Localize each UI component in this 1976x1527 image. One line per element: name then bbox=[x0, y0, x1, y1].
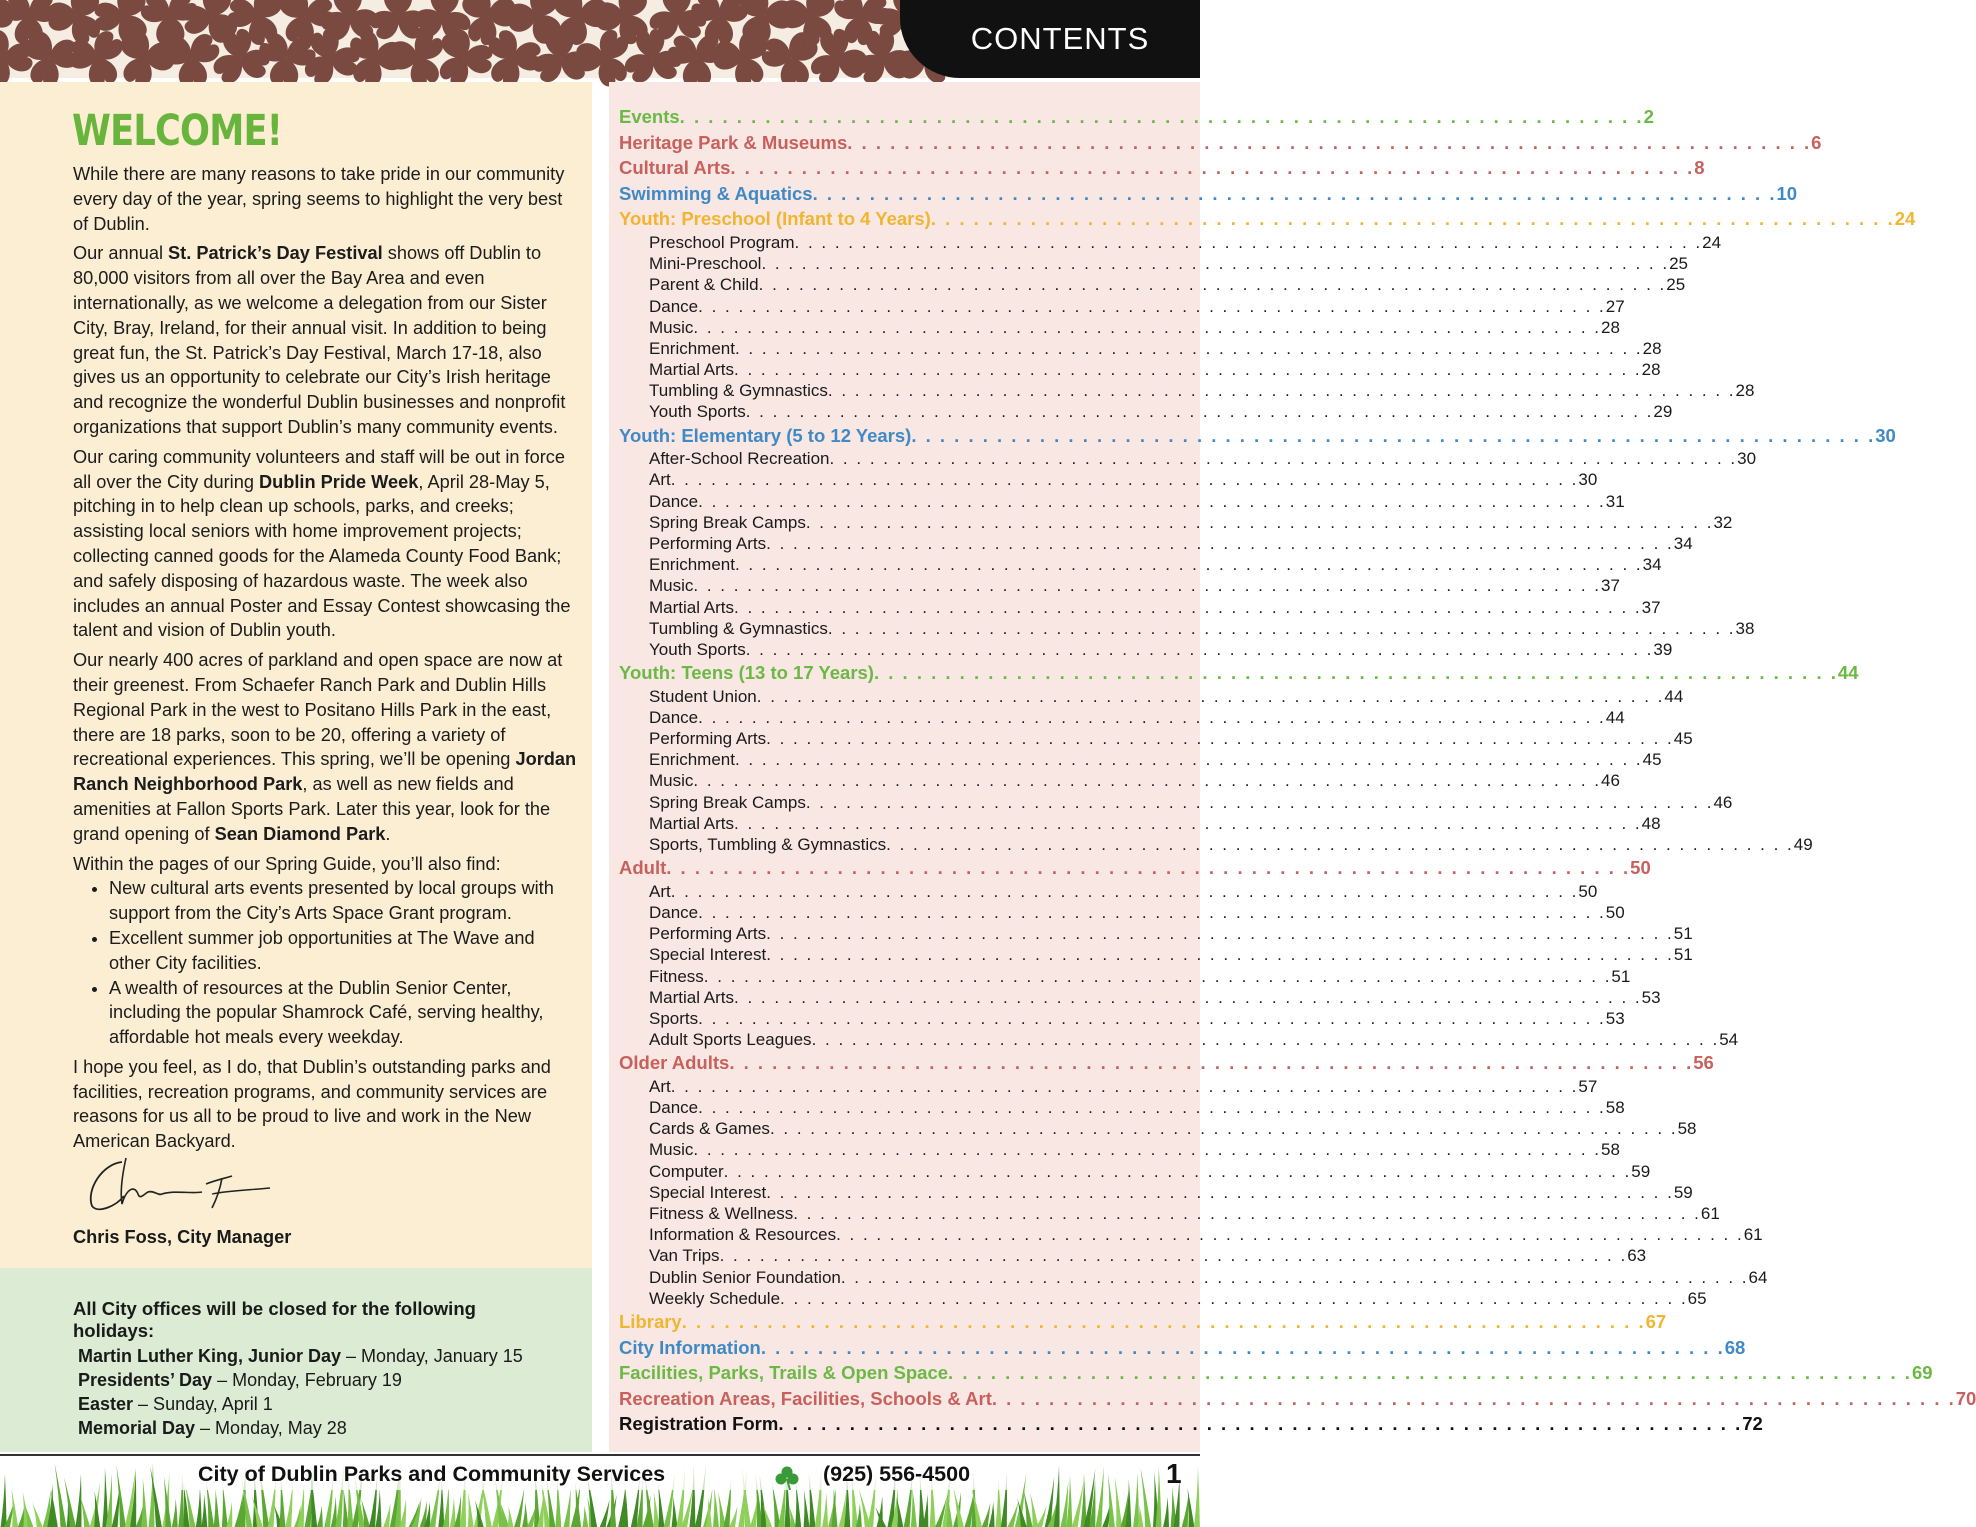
toc-page-number: 44 bbox=[1664, 686, 1684, 706]
toc-entry bbox=[619, 944, 1693, 965]
toc-label: Art bbox=[649, 470, 671, 490]
toc-entry bbox=[619, 923, 1693, 944]
toc-page-number: 28 bbox=[1641, 360, 1661, 380]
paragraph-pride-week: Our caring community volunteers and staff will be out in force all over the City during Dublin Pride Week, April 28-May 5, pitching in to help clean up schools, parks, and creeks; assisting local seniors with home improvement projects; collecting canned goods for the Alameda County Food Bank; and safely disposing of hazardous waste. The week also includes an annual Poster and Essay Contest showcasing the talent and vision of Dublin youth. bbox=[73, 446, 571, 641]
toc-page-number: 2 bbox=[1643, 106, 1654, 127]
paragraph-closing: I hope you feel, as I do, that Dublin’s outstanding parks and facilities, recreation programs, and community services are reasons for us all to be proud to live and work in the New American Backyard. bbox=[73, 1056, 551, 1152]
toc-leader: . . . . . . . . . . . . . . . . . . . . . . . . . . . . . . . . . . . . . . . . . . . . . . . . . . . . . . . . . . . . . . . . . . . . bbox=[829, 449, 1738, 469]
toc-leader: . . . . . . . . . . . . . . . . . . . . . . . . . . . . . . . . . . . . . . . . . . . . . . . . . . . . . . . . . . . . . . . . . . . . bbox=[805, 792, 1714, 812]
toc-leader: . . . . . . . . . . . . . . . . . . . . . . . . . . . . . . . . . . . . . . . . . . . . . . . . . . . . . . . . . . . . . . . . . . . . bbox=[679, 106, 1644, 127]
toc-label: Dance bbox=[649, 1098, 699, 1118]
toc-section bbox=[619, 1411, 1763, 1437]
toc-leader: . . . . . . . . . . . . . . . . . . . . . . . . . . . . . . . . . . . . . . . . . . . . . . . . . . . . . . . . . . . . . . . . . . . . bbox=[766, 729, 1674, 749]
toc-label: Tumbling & Gymnastics bbox=[649, 618, 828, 638]
toc-leader: . . . . . . . . . . . . . . . . . . . . . . . . . . . . . . . . . . . . . . . . . . . . . . . . . . . . . . . . . . . . . . . . . . . . bbox=[780, 1288, 1688, 1308]
toc-page-number: 31 bbox=[1605, 491, 1625, 511]
toc-leader: . . . . . . . . . . . . . . . . . . . . . . . . . . . . . . . . . . . . . . . . . . . . . . . . . . . . . . . . . . . . . . . . . . . . bbox=[666, 857, 1631, 879]
toc-page-number: 58 bbox=[1605, 1098, 1625, 1118]
toc-entry bbox=[619, 1076, 1598, 1097]
toc-leader: . . . . . . . . . . . . . . . . . . . . . . . . . . . . . . . . . . . . . . . . . . . . . . . . . . . . . . . . . . . . . . . . . . . . bbox=[734, 987, 1642, 1007]
toc-leader: . . . . . . . . . . . . . . . . . . . . . . . . . . . . . . . . . . . . . . . . . . . . . . . . . . . . . . . . . . . . . . . . . . . . bbox=[723, 1161, 1632, 1181]
toc-page-number: 68 bbox=[1724, 1336, 1746, 1358]
contents-label: CONTENTS bbox=[970, 21, 1150, 56]
toc-leader: . . . . . . . . . . . . . . . . . . . . . . . . . . . . . . . . . . . . . . . . . . . . . . . . . . . . . . . . . . . . . . . . . . . . bbox=[811, 1030, 1720, 1050]
toc-page-number: 59 bbox=[1673, 1182, 1693, 1202]
toc-label: Parent & Child bbox=[649, 275, 759, 295]
toc-leader: . . . . . . . . . . . . . . . . . . . . . . . . . . . . . . . . . . . . . . . . . . . . . . . . . . . . . . . . . . . . . . . . . . . . bbox=[734, 813, 1642, 833]
toc-page-number: 24 bbox=[1702, 232, 1722, 252]
toc-entry bbox=[619, 1182, 1693, 1203]
toc-leader: . . . . . . . . . . . . . . . . . . . . . . . . . . . . . . . . . . . . . . . . . . . . . . . . . . . . . . . . . . . . . . . . . . . . bbox=[698, 1008, 1606, 1028]
holiday-item: Memorial Day – Monday, May 28 bbox=[78, 1418, 347, 1438]
toc-entry bbox=[619, 1139, 1620, 1160]
footer-phone: (925) 556-4500 bbox=[823, 1462, 971, 1486]
toc-page-number: 64 bbox=[1748, 1267, 1768, 1287]
toc-page-number: 65 bbox=[1687, 1288, 1707, 1308]
toc-page-number: 25 bbox=[1666, 275, 1686, 295]
toc-label: Performing Arts bbox=[649, 924, 767, 944]
toc-entry bbox=[619, 707, 1625, 728]
toc-section bbox=[619, 206, 1916, 232]
toc-entry bbox=[619, 1008, 1625, 1029]
toc-page-number: 27 bbox=[1605, 296, 1625, 316]
toc-page-number: 37 bbox=[1641, 597, 1661, 617]
toc-leader: . . . . . . . . . . . . . . . . . . . . . . . . . . . . . . . . . . . . . . . . . . . . . . . . . . . . . . . . . . . . . . . . . . . . bbox=[847, 131, 1812, 153]
toc-page-number: 54 bbox=[1719, 1030, 1739, 1050]
toc-label: Sports bbox=[649, 1008, 699, 1028]
toc-entry bbox=[619, 728, 1693, 749]
toc-label: Adult bbox=[619, 857, 667, 879]
toc-page-number: 44 bbox=[1837, 662, 1859, 684]
toc-label: Recreation Areas, Facilities, Schools & Art bbox=[619, 1387, 992, 1409]
toc-leader: . . . . . . . . . . . . . . . . . . . . . . . . . . . . . . . . . . . . . . . . . . . . . . . . . . . . . . . . . . . . . . . . . . . . bbox=[734, 750, 1643, 770]
holiday-item: Presidents’ Day – Monday, February 19 bbox=[78, 1370, 402, 1390]
toc-entry bbox=[619, 296, 1625, 317]
toc-leader: . . . . . . . . . . . . . . . . . . . . . . . . . . . . . . . . . . . . . . . . . . . . . . . . . . . . . . . . . . . . . . . . . . . . bbox=[766, 924, 1674, 944]
toc-page-number: 51 bbox=[1673, 924, 1693, 944]
toc-label: Fitness & Wellness bbox=[649, 1204, 794, 1224]
toc-leader: . . . . . . . . . . . . . . . . . . . . . . . . . . . . . . . . . . . . . . . . . . . . . . . . . . . . . . . . . . . . . . . . . . . . bbox=[734, 597, 1642, 617]
toc-section bbox=[619, 855, 1651, 881]
toc-leader: . . . . . . . . . . . . . . . . . . . . . . . . . . . . . . . . . . . . . . . . . . . . . . . . . . . . . . . . . . . . . . . . . . . . bbox=[703, 966, 1612, 986]
toc-leader: . . . . . . . . . . . . . . . . . . . . . . . . . . . . . . . . . . . . . . . . . . . . . . . . . . . . . . . . . . . . . . . . . . . . bbox=[719, 1246, 1628, 1266]
toc-entry bbox=[619, 1203, 1720, 1224]
toc-leader: . . . . . . . . . . . . . . . . . . . . . . . . . . . . . . . . . . . . . . . . . . . . . . . . . . . . . . . . . . . . . . . . . . . . bbox=[734, 555, 1643, 575]
toc-leader: . . . . . . . . . . . . . . . . . . . . . . . . . . . . . . . . . . . . . . . . . . . . . . . . . . . . . . . . . . . . . . . . . . . . bbox=[930, 208, 1895, 230]
toc-entry bbox=[619, 834, 1813, 855]
toc-label: Tumbling & Gymnastics bbox=[649, 381, 828, 401]
toc-page-number: 28 bbox=[1601, 317, 1620, 337]
toc-label: Art bbox=[649, 1076, 671, 1096]
toc-leader: . . . . . . . . . . . . . . . . . . . . . . . . . . . . . . . . . . . . . . . . . . . . . . . . . . . . . . . . . . . . . . . . . . . . bbox=[670, 1076, 1579, 1096]
toc-page-number: 25 bbox=[1669, 254, 1688, 274]
toc-entry bbox=[619, 554, 1662, 575]
toc-page-number: 8 bbox=[1694, 157, 1705, 179]
toc-entry bbox=[619, 618, 1755, 639]
toc-entry bbox=[619, 232, 1722, 253]
shamrock-icon bbox=[774, 1465, 800, 1491]
contents-tab bbox=[900, 0, 1200, 78]
toc-leader: . . . . . . . . . . . . . . . . . . . . . . . . . . . . . . . . . . . . . . . . . . . . . . . . . . . . . . . . . . . . . . . . . . . . bbox=[693, 576, 1602, 596]
toc-label: Adult Sports Leagues bbox=[649, 1030, 812, 1050]
toc-page-number: 30 bbox=[1578, 470, 1598, 490]
toc-page-number: 50 bbox=[1630, 857, 1651, 879]
toc-entry bbox=[619, 749, 1662, 770]
toc-label: Computer bbox=[649, 1161, 724, 1181]
toc-label: Music bbox=[649, 771, 694, 791]
toc-page-number: 30 bbox=[1737, 449, 1757, 469]
toc-leader: . . . . . . . . . . . . . . . . . . . . . . . . . . . . . . . . . . . . . . . . . . . . . . . . . . . . . . . . . . . . . . . . . . . . bbox=[745, 402, 1654, 422]
toc-page-number: 58 bbox=[1601, 1140, 1620, 1160]
toc-entry bbox=[619, 533, 1693, 554]
toc-page-number: 48 bbox=[1641, 813, 1661, 833]
toc-page-number: 67 bbox=[1645, 1310, 1667, 1332]
toc-label: Martial Arts bbox=[649, 597, 735, 617]
toc-section bbox=[619, 155, 1705, 181]
toc-page-number: 58 bbox=[1677, 1119, 1697, 1139]
toc-leader: . . . . . . . . . . . . . . . . . . . . . . . . . . . . . . . . . . . . . . . . . . . . . . . . . . . . . . . . . . . . . . . . . . . . bbox=[729, 1052, 1694, 1074]
toc-leader: . . . . . . . . . . . . . . . . . . . . . . . . . . . . . . . . . . . . . . . . . . . . . . . . . . . . . . . . . . . . . . . . . . . . bbox=[681, 1310, 1646, 1332]
toc-label: Dance bbox=[649, 491, 699, 511]
toc-label: Martial Arts bbox=[649, 813, 735, 833]
toc-label: Enrichment bbox=[649, 338, 735, 358]
toc-page-number: 70 bbox=[1955, 1387, 1976, 1409]
toc-entry bbox=[619, 792, 1733, 813]
toc-entry bbox=[619, 966, 1631, 987]
toc-leader: . . . . . . . . . . . . . . . . . . . . . . . . . . . . . . . . . . . . . . . . . . . . . . . . . . . . . . . . . . . . . . . . . . . . bbox=[760, 1336, 1725, 1358]
toc-page-number: 51 bbox=[1611, 966, 1631, 986]
toc-label: Music bbox=[649, 317, 694, 337]
toc-leader: . . . . . . . . . . . . . . . . . . . . . . . . . . . . . . . . . . . . . . . . . . . . . . . . . . . . . . . . . . . . . . . . . . . . bbox=[698, 707, 1606, 727]
toc-entry bbox=[619, 639, 1673, 660]
toc-leader: . . . . . . . . . . . . . . . . . . . . . . . . . . . . . . . . . . . . . . . . . . . . . . . . . . . . . . . . . . . . . . . . . . . . bbox=[734, 360, 1642, 380]
toc-page-number: 59 bbox=[1631, 1161, 1651, 1181]
page-number: 1 bbox=[1166, 1458, 1182, 1489]
toc-entry bbox=[619, 1097, 1625, 1118]
toc-label: Youth: Elementary (5 to 12 Years) bbox=[619, 424, 912, 446]
toc-label: Preschool Program bbox=[649, 232, 795, 252]
toc-entry bbox=[619, 1245, 1647, 1266]
toc-label: Martial Arts bbox=[649, 360, 735, 380]
paragraph-parks: Our nearly 400 acres of parkland and open space are now at their greenest. From Schaefer Ranch Park and Dublin Hills Regional Park in the west to Positano Hills Park in the east, there are 18 parks, soon to be 20, offering a variety of recreational experiences. This spring, we’ll be opening Jordan Ranch Neighborhood Park, as well as new fields and amenities at Fallon Sports Park. Later this year, look for the grand opening of Sean Diamond Park. bbox=[73, 650, 577, 844]
toc-page-number: 28 bbox=[1735, 381, 1755, 401]
bullet-item: • Excellent summer job opportunities at The Wave and other City facilities. bbox=[109, 926, 578, 976]
toc-entry bbox=[619, 380, 1755, 401]
toc-label: Youth Sports bbox=[649, 639, 746, 659]
toc-entry bbox=[619, 469, 1598, 490]
toc-label: Information & Resources bbox=[649, 1225, 837, 1245]
toc-page-number: 39 bbox=[1653, 639, 1673, 659]
paragraph-intro: While there are many reasons to take pride in our community every day of the year, spring seems to highlight the very best of Dublin. bbox=[73, 164, 565, 234]
toc-leader: . . . . . . . . . . . . . . . . . . . . . . . . . . . . . . . . . . . . . . . . . . . . . . . . . . . . . . . . . . . . . . . . . . . . bbox=[756, 686, 1665, 706]
toc-label: Van Trips bbox=[649, 1246, 720, 1266]
toc-leader: . . . . . . . . . . . . . . . . . . . . . . . . . . . . . . . . . . . . . . . . . . . . . . . . . . . . . . . . . . . . . . . . . . . . bbox=[698, 491, 1606, 511]
toc-entry bbox=[619, 1267, 1768, 1288]
toc-leader: . . . . . . . . . . . . . . . . . . . . . . . . . . . . . . . . . . . . . . . . . . . . . . . . . . . . . . . . . . . . . . . . . . . . bbox=[670, 470, 1579, 490]
toc-entry bbox=[619, 1029, 1739, 1050]
toc-page-number: 46 bbox=[1601, 771, 1620, 791]
toc-page-number: 24 bbox=[1894, 208, 1916, 230]
toc-entry bbox=[619, 401, 1673, 422]
toc-page-number: 53 bbox=[1641, 987, 1661, 1007]
toc-page-number: 49 bbox=[1793, 835, 1813, 855]
toc-entry bbox=[619, 253, 1688, 274]
toc-entry bbox=[619, 881, 1598, 902]
toc-label: Older Adults bbox=[619, 1052, 730, 1074]
toc-label: Enrichment bbox=[649, 750, 735, 770]
toc-page-number: 37 bbox=[1601, 576, 1620, 596]
toc-leader: . . . . . . . . . . . . . . . . . . . . . . . . . . . . . . . . . . . . . . . . . . . . . . . . . . . . . . . . . . . . . . . . . . . . bbox=[758, 275, 1667, 295]
toc-section bbox=[619, 660, 1859, 686]
toc-leader: . . . . . . . . . . . . . . . . . . . . . . . . . . . . . . . . . . . . . . . . . . . . . . . . . . . . . . . . . . . . . . . . . . . . bbox=[948, 1362, 1912, 1384]
toc-label: Registration Form bbox=[619, 1413, 779, 1435]
toc-label: Performing Arts bbox=[649, 534, 767, 553]
toc-entry bbox=[619, 274, 1686, 295]
toc-label: Dublin Senior Foundation bbox=[649, 1267, 841, 1287]
footer-organization: City of Dublin Parks and Community Services bbox=[198, 1462, 666, 1486]
toc-page-number: 38 bbox=[1735, 618, 1755, 638]
toc-leader: . . . . . . . . . . . . . . . . . . . . . . . . . . . . . . . . . . . . . . . . . . . . . . . . . . . . . . . . . . . . . . . . . . . . bbox=[778, 1413, 1743, 1435]
toc-label: Sports, Tumbling & Gymnastics bbox=[649, 835, 887, 855]
toc-page-number: 6 bbox=[1811, 131, 1822, 153]
toc-leader: . . . . . . . . . . . . . . . . . . . . . . . . . . . . . . . . . . . . . . . . . . . . . . . . . . . . . . . . . . . . . . . . . . . . bbox=[761, 254, 1670, 274]
bullet-item: • A wealth of resources at the Dublin Senior Center, including the popular Shamrock Café, serving healthy, affordable hot meals every weekday. bbox=[109, 976, 578, 1050]
toc-label: Youth: Teens (13 to 17 Years) bbox=[619, 662, 874, 684]
toc-page-number: 10 bbox=[1776, 182, 1798, 204]
toc-label: Enrichment bbox=[649, 555, 735, 575]
holiday-item: Martin Luther King, Junior Day – Monday, January 15 bbox=[78, 1346, 523, 1366]
toc-leader: . . . . . . . . . . . . . . . . . . . . . . . . . . . . . . . . . . . . . . . . . . . . . . . . . . . . . . . . . . . . . . . . . . . . bbox=[730, 157, 1695, 179]
toc-section bbox=[619, 104, 1654, 130]
toc-section bbox=[619, 1386, 1976, 1412]
toc-label: Library bbox=[619, 1310, 682, 1332]
signature-name: Chris Foss, City Manager bbox=[73, 1227, 292, 1247]
toc-page-number: 45 bbox=[1642, 750, 1662, 770]
toc-section bbox=[619, 1360, 1933, 1386]
toc-page-number: 29 bbox=[1653, 402, 1673, 422]
welcome-letter bbox=[73, 162, 578, 1159]
toc-section bbox=[619, 1050, 1714, 1076]
toc-leader: . . . . . . . . . . . . . . . . . . . . . . . . . . . . . . . . . . . . . . . . . . . . . . . . . . . . . . . . . . . . . . . . . . . . bbox=[766, 534, 1674, 553]
paragraph-festival: Our annual St. Patrick’s Day Festival shows off Dublin to 80,000 visitors from all over the Bay Area and even internationally, as we welcome a delegation from our Sister City, Bray, Ireland, for their annual visit. In addition to being great fun, the St. Patrick’s Day Festival, March 17-18, also gives us an opportunity to celebrate our City’s Irish heritage and recognize the wonderful Dublin businesses and nonprofit organizations that support Dublin’s many community events. bbox=[73, 243, 566, 437]
toc-page-number: 51 bbox=[1673, 945, 1693, 965]
toc-label: Special Interest bbox=[649, 945, 767, 965]
toc-leader: . . . . . . . . . . . . . . . . . . . . . . . . . . . . . . . . . . . . . . . . . . . . . . . . . . . . . . . . . . . . . . . . . . . . bbox=[769, 1119, 1678, 1139]
toc-label: Music bbox=[649, 576, 694, 596]
toc-page-number: 57 bbox=[1578, 1076, 1598, 1096]
toc-label: Fitness bbox=[649, 966, 704, 986]
toc-label: Performing Arts bbox=[649, 729, 767, 749]
toc-label: Events bbox=[619, 106, 680, 127]
table-of-contents bbox=[619, 104, 1976, 1437]
toc-page-number: 63 bbox=[1627, 1246, 1647, 1266]
toc-page-number: 61 bbox=[1700, 1204, 1720, 1224]
toc-label: Spring Break Camps bbox=[649, 792, 806, 812]
toc-leader: . . . . . . . . . . . . . . . . . . . . . . . . . . . . . . . . . . . . . . . . . . . . . . . . . . . . . . . . . . . . . . . . . . . . bbox=[693, 317, 1602, 337]
toc-leader: . . . . . . . . . . . . . . . . . . . . . . . . . . . . . . . . . . . . . . . . . . . . . . . . . . . . . . . . . . . . . . . . . . . . bbox=[745, 639, 1654, 659]
toc-section bbox=[619, 1335, 1746, 1361]
toc-leader: . . . . . . . . . . . . . . . . . . . . . . . . . . . . . . . . . . . . . . . . . . . . . . . . . . . . . . . . . . . . . . . . . . . . bbox=[766, 1182, 1674, 1202]
toc-entry bbox=[619, 902, 1625, 923]
toc-entry bbox=[619, 813, 1661, 834]
toc-label: Heritage Park & Museums bbox=[619, 131, 848, 153]
toc-leader: . . . . . . . . . . . . . . . . . . . . . . . . . . . . . . . . . . . . . . . . . . . . . . . . . . . . . . . . . . . . . . . . . . . . bbox=[793, 1204, 1701, 1224]
toc-leader: . . . . . . . . . . . . . . . . . . . . . . . . . . . . . . . . . . . . . . . . . . . . . . . . . . . . . . . . . . . . . . . . . . . . bbox=[873, 662, 1838, 684]
toc-section bbox=[619, 181, 1798, 207]
toc-page-number: 72 bbox=[1742, 1413, 1763, 1435]
toc-label: Youth Sports bbox=[649, 402, 746, 422]
toc-page-number: 56 bbox=[1693, 1052, 1714, 1074]
toc-leader: . . . . . . . . . . . . . . . . . . . . . . . . . . . . . . . . . . . . . . . . . . . . . . . . . . . . . . . . . . . . . . . . . . . . bbox=[911, 424, 1876, 446]
toc-label: Facilities, Parks, Trails & Open Space bbox=[619, 1362, 949, 1384]
toc-label: Student Union bbox=[649, 686, 757, 706]
toc-page-number: 44 bbox=[1605, 707, 1625, 727]
toc-leader: . . . . . . . . . . . . . . . . . . . . . . . . . . . . . . . . . . . . . . . . . . . . . . . . . . . . . . . . . . . . . . . . . . . . bbox=[886, 835, 1794, 855]
toc-label: Youth: Preschool (Infant to 4 Years) bbox=[619, 208, 931, 230]
holiday-list bbox=[78, 1344, 523, 1440]
toc-leader: . . . . . . . . . . . . . . . . . . . . . . . . . . . . . . . . . . . . . . . . . . . . . . . . . . . . . . . . . . . . . . . . . . . . bbox=[734, 338, 1643, 358]
toc-label: Music bbox=[649, 1140, 694, 1160]
toc-leader: . . . . . . . . . . . . . . . . . . . . . . . . . . . . . . . . . . . . . . . . . . . . . . . . . . . . . . . . . . . . . . . . . . . . bbox=[836, 1225, 1744, 1245]
toc-label: Dance bbox=[649, 903, 699, 922]
toc-page-number: 50 bbox=[1605, 903, 1625, 922]
toc-entry bbox=[619, 512, 1733, 533]
toc-leader: . . . . . . . . . . . . . . . . . . . . . . . . . . . . . . . . . . . . . . . . . . . . . . . . . . . . . . . . . . . . . . . . . . . . bbox=[670, 881, 1579, 901]
toc-entry bbox=[619, 338, 1662, 359]
toc-leader: . . . . . . . . . . . . . . . . . . . . . . . . . . . . . . . . . . . . . . . . . . . . . . . . . . . . . . . . . . . . . . . . . . . . bbox=[698, 296, 1606, 316]
toc-page-number: 28 bbox=[1642, 338, 1662, 358]
paragraph-guide: Within the pages of our Spring Guide, you’ll also find: bbox=[73, 853, 501, 874]
toc-page-number: 50 bbox=[1578, 881, 1598, 901]
toc-page-number: 34 bbox=[1642, 555, 1662, 575]
toc-leader: . . . . . . . . . . . . . . . . . . . . . . . . . . . . . . . . . . . . . . . . . . . . . . . . . . . . . . . . . . . . . . . . . . . . bbox=[805, 512, 1714, 532]
toc-section bbox=[619, 423, 1896, 449]
toc-page-number: 34 bbox=[1673, 534, 1693, 553]
toc-page-number: 32 bbox=[1713, 512, 1733, 532]
toc-entry bbox=[619, 1224, 1763, 1245]
holiday-item: Easter – Sunday, April 1 bbox=[78, 1394, 273, 1414]
toc-label: After-School Recreation bbox=[649, 449, 830, 469]
toc-entry bbox=[619, 1288, 1707, 1309]
toc-entry bbox=[619, 359, 1661, 380]
toc-leader: . . . . . . . . . . . . . . . . . . . . . . . . . . . . . . . . . . . . . . . . . . . . . . . . . . . . . . . . . . . . . . . . . . . . bbox=[693, 771, 1602, 791]
toc-entry bbox=[619, 317, 1620, 338]
toc-entry bbox=[619, 491, 1625, 512]
toc-page-number: 30 bbox=[1875, 424, 1896, 446]
toc-label: Spring Break Camps bbox=[649, 512, 806, 532]
toc-label: Dance bbox=[649, 296, 699, 316]
toc-section bbox=[619, 1309, 1667, 1335]
toc-entry bbox=[619, 1118, 1697, 1139]
toc-leader: . . . . . . . . . . . . . . . . . . . . . . . . . . . . . . . . . . . . . . . . . . . . . . . . . . . . . . . . . . . . . . . . . . . . bbox=[840, 1267, 1749, 1287]
toc-label: Dance bbox=[649, 707, 699, 727]
toc-leader: . . . . . . . . . . . . . . . . . . . . . . . . . . . . . . . . . . . . . . . . . . . . . . . . . . . . . . . . . . . . . . . . . . . . bbox=[991, 1387, 1956, 1409]
toc-leader: . . . . . . . . . . . . . . . . . . . . . . . . . . . . . . . . . . . . . . . . . . . . . . . . . . . . . . . . . . . . . . . . . . . . bbox=[698, 903, 1606, 922]
toc-entry bbox=[619, 1161, 1651, 1182]
toc-page-number: 69 bbox=[1911, 1362, 1933, 1384]
toc-label: Martial Arts bbox=[649, 987, 735, 1007]
toc-label: Special Interest bbox=[649, 1182, 767, 1202]
toc-entry bbox=[619, 686, 1684, 707]
toc-label: Cultural Arts bbox=[619, 157, 731, 179]
toc-label: Cards & Games bbox=[649, 1119, 770, 1139]
toc-entry bbox=[619, 597, 1661, 618]
toc-leader: . . . . . . . . . . . . . . . . . . . . . . . . . . . . . . . . . . . . . . . . . . . . . . . . . . . . . . . . . . . . . . . . . . . . bbox=[698, 1098, 1606, 1118]
toc-leader: . . . . . . . . . . . . . . . . . . . . . . . . . . . . . . . . . . . . . . . . . . . . . . . . . . . . . . . . . . . . . . . . . . . . bbox=[766, 945, 1674, 965]
toc-label: City Information bbox=[619, 1336, 761, 1358]
toc-entry bbox=[619, 448, 1757, 469]
guide-bullets bbox=[73, 876, 578, 1050]
bullet-item: • New cultural arts events presented by local groups with support from the City’s Arts Space Grant program. bbox=[109, 876, 578, 926]
signature-icon bbox=[82, 1150, 272, 1220]
toc-leader: . . . . . . . . . . . . . . . . . . . . . . . . . . . . . . . . . . . . . . . . . . . . . . . . . . . . . . . . . . . . . . . . . . . . bbox=[827, 381, 1736, 401]
toc-section bbox=[619, 130, 1822, 156]
welcome-title: WELCOME! bbox=[72, 106, 282, 156]
toc-leader: . . . . . . . . . . . . . . . . . . . . . . . . . . . . . . . . . . . . . . . . . . . . . . . . . . . . . . . . . . . . . . . . . . . . bbox=[693, 1140, 1602, 1160]
toc-page-number: 46 bbox=[1713, 792, 1733, 812]
holiday-title: All City offices will be closed for the following holidays: bbox=[73, 1298, 476, 1341]
toc-page-number: 61 bbox=[1743, 1225, 1763, 1245]
toc-leader: . . . . . . . . . . . . . . . . . . . . . . . . . . . . . . . . . . . . . . . . . . . . . . . . . . . . . . . . . . . . . . . . . . . . bbox=[812, 182, 1777, 204]
toc-entry bbox=[619, 770, 1620, 791]
toc-label: Swimming & Aquatics bbox=[619, 182, 813, 204]
toc-leader: . . . . . . . . . . . . . . . . . . . . . . . . . . . . . . . . . . . . . . . . . . . . . . . . . . . . . . . . . . . . . . . . . . . . bbox=[827, 618, 1736, 638]
toc-label: Weekly Schedule bbox=[649, 1288, 781, 1308]
toc-entry bbox=[619, 575, 1620, 596]
toc-page-number: 45 bbox=[1673, 729, 1693, 749]
toc-page-number: 53 bbox=[1605, 1008, 1625, 1028]
toc-entry bbox=[619, 987, 1661, 1008]
toc-label: Art bbox=[649, 881, 671, 901]
toc-leader: . . . . . . . . . . . . . . . . . . . . . . . . . . . . . . . . . . . . . . . . . . . . . . . . . . . . . . . . . . . . . . . . . . . . bbox=[794, 232, 1703, 252]
toc-label: Mini-Preschool bbox=[649, 254, 762, 274]
